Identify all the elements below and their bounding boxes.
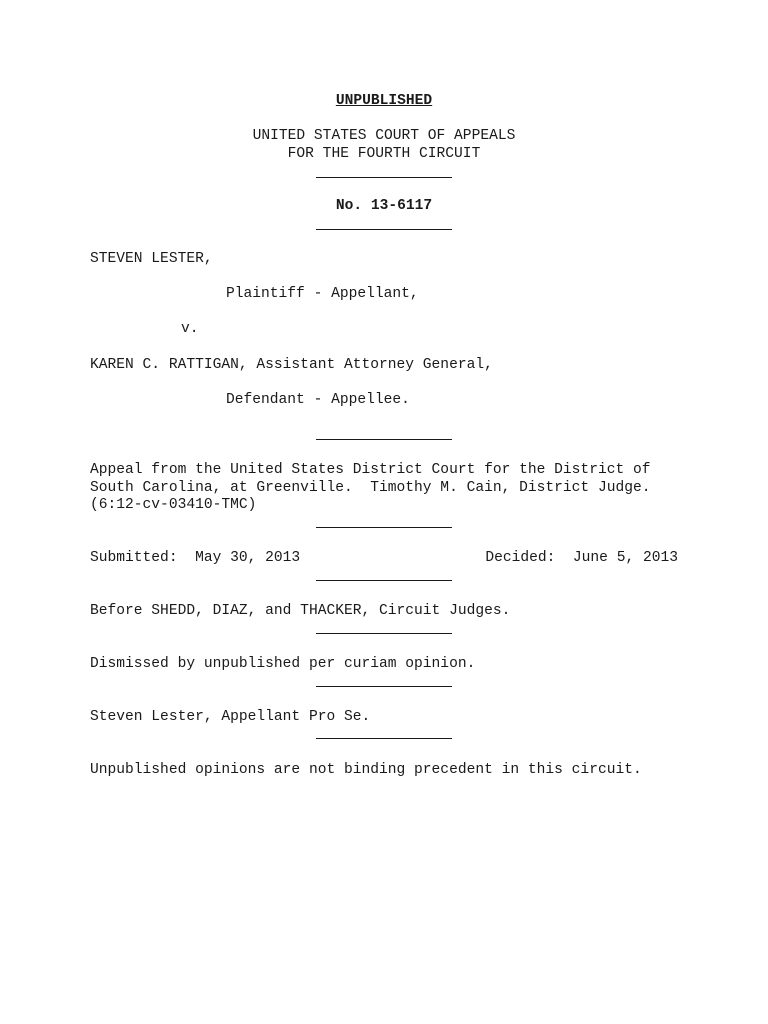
precedent-notice: Unpublished opinions are not binding precedent in this circuit.	[90, 762, 642, 778]
divider-rule	[316, 177, 452, 178]
divider-rule	[316, 527, 452, 528]
submitted-date: Submitted: May 30, 2013	[90, 550, 301, 566]
divider-rule	[316, 439, 452, 440]
case-number: No. 13-6117	[335, 198, 433, 214]
decided-date: Decided: June 5, 2013	[485, 550, 678, 566]
versus-label: v.	[181, 321, 199, 337]
divider-rule	[316, 229, 452, 230]
panel-judges: Before SHEDD, DIAZ, and THACKER, Circuit Judges.	[90, 603, 511, 619]
appeal-line1: Appeal from the United States District Court for the District of	[90, 462, 651, 478]
divider-rule	[316, 686, 452, 687]
court-name-line2: FOR THE FOURTH CIRCUIT	[287, 146, 481, 162]
unpublished-heading: UNPUBLISHED	[335, 93, 433, 109]
divider-rule	[316, 738, 452, 739]
counsel: Steven Lester, Appellant Pro Se.	[90, 709, 371, 725]
court-name-line1: UNITED STATES COURT OF APPEALS	[252, 128, 516, 144]
plaintiff-role: Plaintiff - Appellant,	[226, 286, 419, 302]
appeal-line3: (6:12-cv-03410-TMC)	[90, 497, 257, 513]
plaintiff-name: STEVEN LESTER,	[90, 251, 213, 267]
disposition: Dismissed by unpublished per curiam opinion.	[90, 656, 476, 672]
defendant-role: Defendant - Appellee.	[226, 392, 410, 408]
defendant-name: KAREN C. RATTIGAN, Assistant Attorney General,	[90, 357, 493, 373]
divider-rule	[316, 580, 452, 581]
divider-rule	[316, 633, 452, 634]
appeal-line2: South Carolina, at Greenville. Timothy M. Cain, District Judge.	[90, 480, 651, 496]
